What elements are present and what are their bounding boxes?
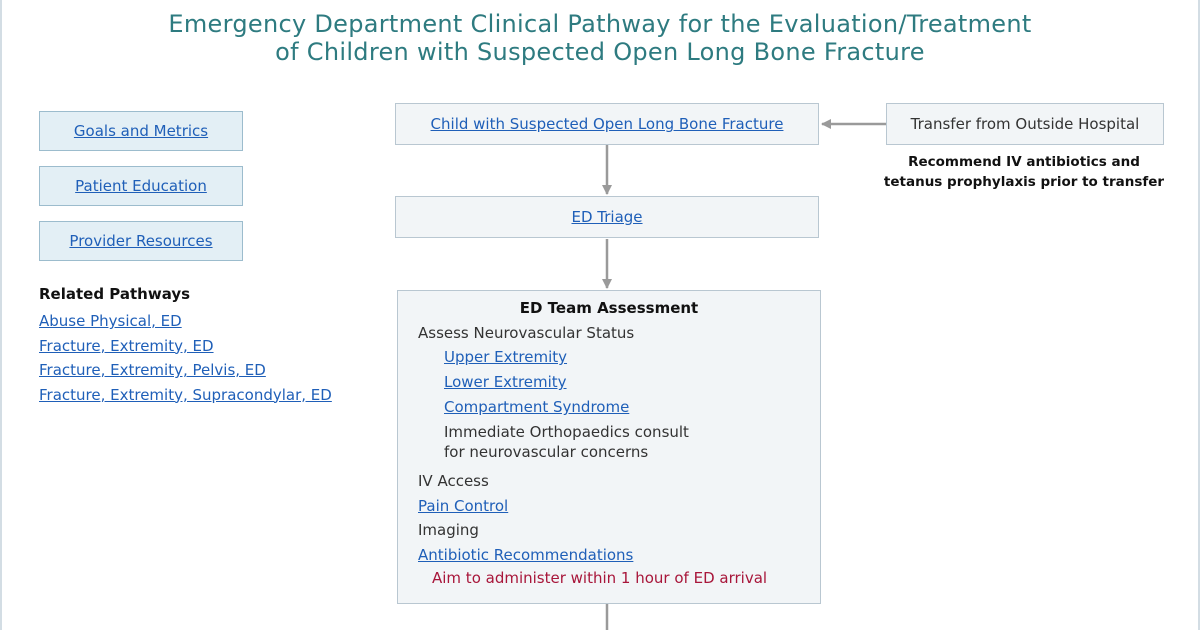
ortho-consult-line-1: Immediate Orthopaedics consult	[444, 423, 689, 441]
ortho-consult-line-2: for neurovascular concerns	[444, 443, 649, 461]
transfer-box	[886, 103, 1164, 145]
related-pathways-heading: Related Pathways	[39, 285, 191, 303]
related-link-fracture-pelvis[interactable]: Fracture, Extremity, Pelvis, ED	[39, 361, 266, 379]
patient-education-link[interactable]: Patient Education	[75, 177, 207, 195]
assessment-box	[397, 290, 821, 604]
compartment-syndrome-link[interactable]: Compartment Syndrome	[444, 398, 630, 416]
provider-resources-link[interactable]: Provider Resources	[69, 232, 213, 250]
start-box[interactable]	[395, 103, 819, 145]
ed-triage-link[interactable]: ED Triage	[571, 208, 643, 226]
transfer-note-line-2: tetanus prophylaxis prior to transfer	[883, 174, 1165, 190]
goals-and-metrics-link[interactable]: Goals and Metrics	[73, 122, 209, 140]
page-title-line-1: Emergency Department Clinical Pathway for the Evaluation/Treatment	[168, 10, 1032, 38]
neuro-status-heading: Assess Neurovascular Status	[418, 324, 635, 342]
child-suspected-open-fracture-link[interactable]: Child with Suspected Open Long Bone Fracture	[430, 115, 784, 133]
page-title-line-2: of Children with Suspected Open Long Bone Fracture	[275, 38, 925, 66]
upper-extremity-link[interactable]: Upper Extremity	[444, 348, 568, 366]
transfer-label: Transfer from Outside Hospital	[910, 115, 1140, 133]
iv-access-label: IV Access	[418, 472, 489, 490]
triage-box[interactable]	[395, 196, 819, 238]
transfer-note	[868, 152, 1180, 192]
lower-extremity-link[interactable]: Lower Extremity	[444, 373, 567, 391]
related-link-fracture-supracondylar[interactable]: Fracture, Extremity, Supracondylar, ED	[39, 385, 332, 404]
pain-control-link[interactable]: Pain Control	[418, 497, 509, 515]
related-link-fracture-extremity[interactable]: Fracture, Extremity, ED	[39, 336, 214, 355]
assessment-title: ED Team Assessment	[519, 299, 699, 317]
antibiotic-recommendations-link[interactable]: Antibiotic Recommendations	[418, 546, 634, 564]
transfer-note-line-1: Recommend IV antibiotics and	[908, 154, 1140, 170]
imaging-label: Imaging	[418, 521, 479, 539]
antibiotic-timing-note: Aim to administer within 1 hour of ED arrival	[432, 569, 768, 587]
related-link-abuse-physical[interactable]: Abuse Physical, ED	[39, 312, 182, 330]
